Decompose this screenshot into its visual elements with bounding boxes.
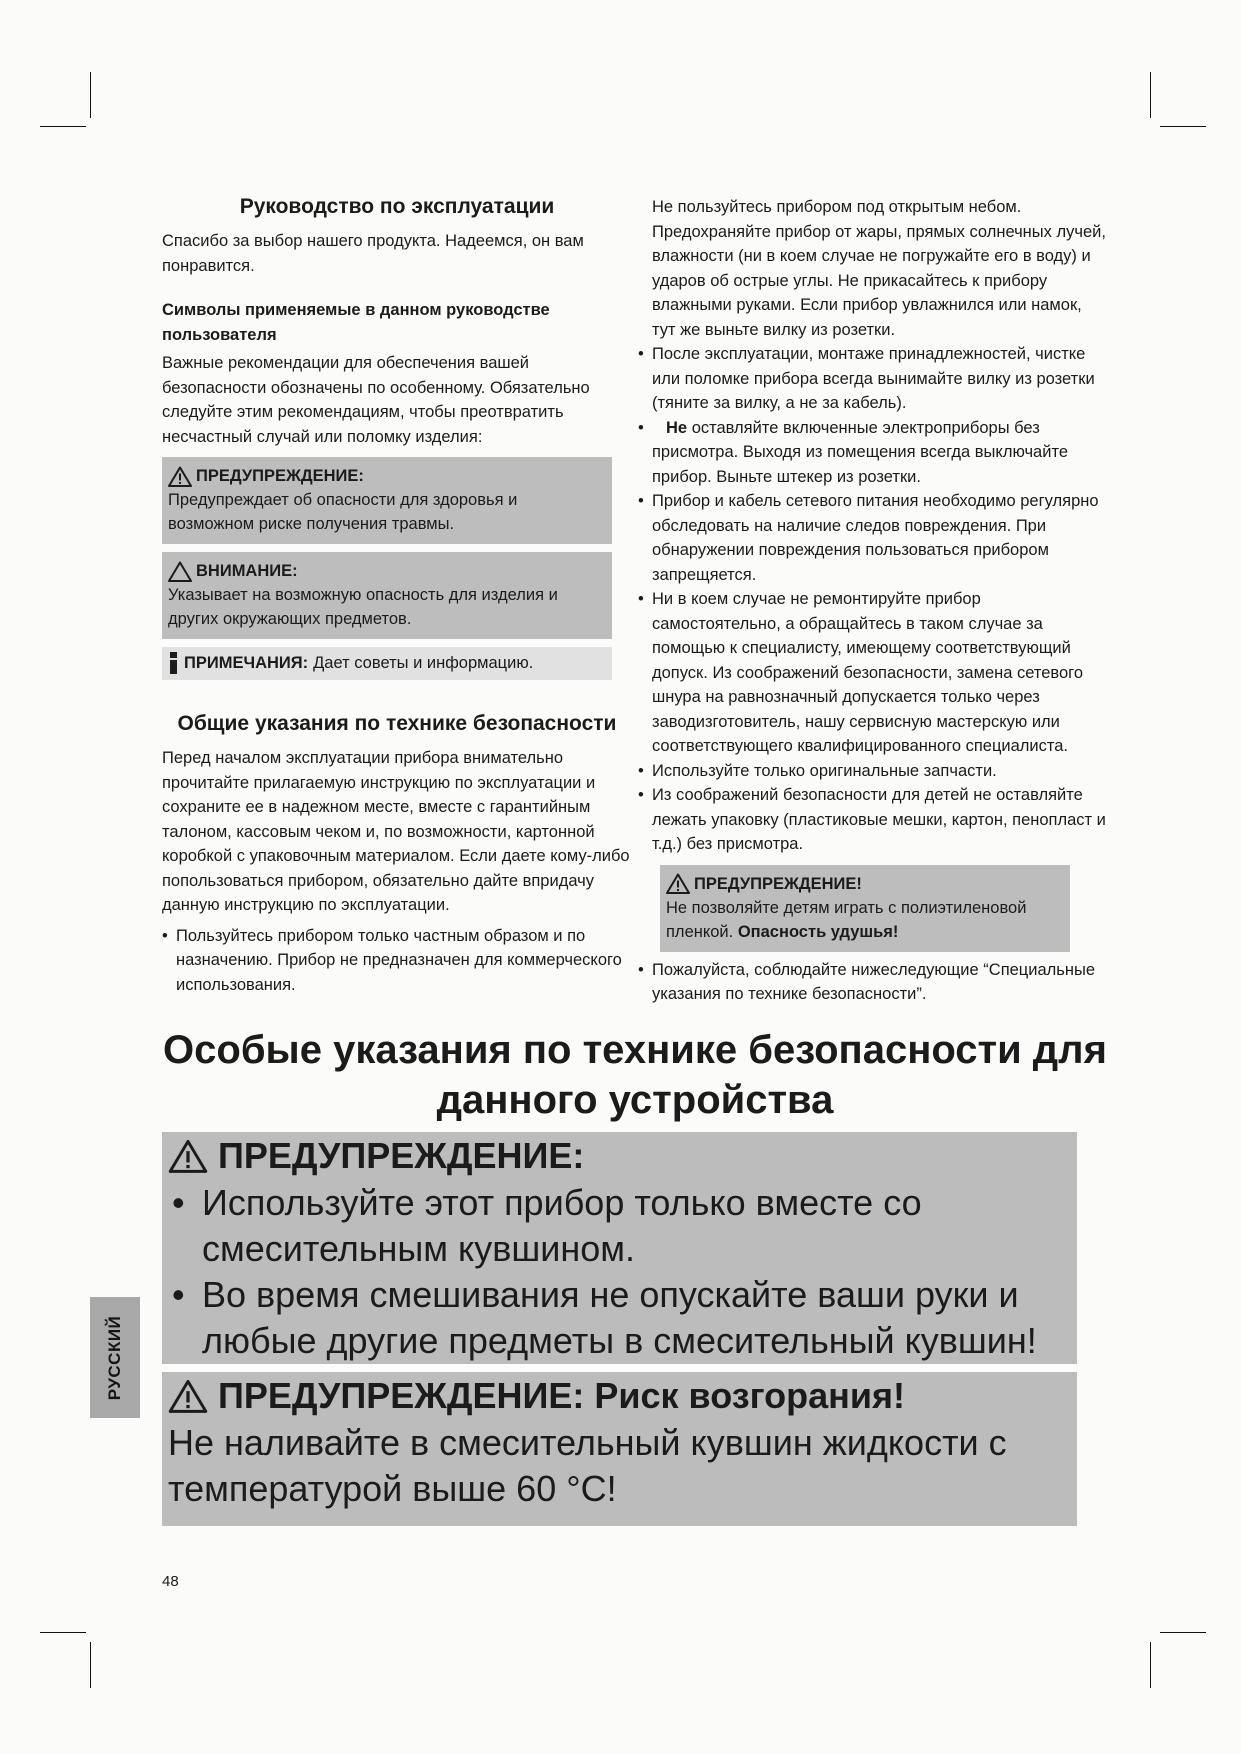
caution-legend-text: Указывает на возможную опасность для изделия и других окружающих предметов. (168, 586, 558, 628)
symbols-text: Важные рекомендации для обеспечения вашей безопасности обозначены по особенному. Обязательно следуйте этим рекомендациям, чтобы преотвратить несчастный случай или поломку изделия: (162, 354, 590, 446)
list-item: • Прибор и кабель сетевого питания необходимо регулярно обследовать на наличие следов повреждения. При обнаружении повреждения пользоваться прибором запрещяется. (638, 492, 1099, 584)
right-column (638, 195, 1108, 1007)
crop-mark-bottom-left-h (40, 1632, 86, 1633)
general-safety-list-end (638, 958, 1108, 1007)
bullet-1-continuation: Не пользуйтесь прибором под открытым небом. Предохраняйте прибор от жары, прямых солнечных лучей, влажности (ни в коем случае не погружайте его в воду) и ударов об острые углы. Не прикасайтесь к прибору влажными руками. Если прибор увлажнился или намок, тут же выньте вилку из розетки. (652, 198, 1106, 339)
general-safety-intro: Перед началом эксплуатации прибора внимательно прочитайте прилагаемую инструкцию по эксплуатации и сохраните ее в надежном месте, вместе с гарантийным талоном, кассовым чеком и, по возможности, картонной коробкой с упаковочным материалом. Если даете кому-либо попользоваться прибором, обязательно дайте впридачу данную инструкцию по эксплуатации. (162, 749, 630, 914)
note-legend-text: Дает советы и информацию. (313, 654, 534, 672)
manual-title: Руководство по эксплуатации (239, 195, 555, 218)
caution-legend-box (162, 552, 612, 639)
list-item: • Используйте этот прибор только вместе со смесительным кувшином. (172, 1182, 922, 1269)
crop-mark-bottom-left-v (90, 1642, 91, 1688)
list-item: • Из соображений безопасности для детей не оставляйте лежать упаковку (пластиковые мешки, картон, пенопласт и т.д.) без присмотра. (638, 786, 1106, 853)
language-tab (90, 1297, 140, 1418)
warning-triangle-icon (666, 873, 690, 894)
left-column (162, 195, 632, 997)
special-warning-box-2 (162, 1372, 1077, 1526)
crop-mark-top-left-v (90, 72, 91, 118)
warning-legend-head (168, 464, 606, 488)
language-tab-label: РУССКИЙ (105, 1315, 124, 1400)
warning-legend-box (162, 457, 612, 544)
special-warning-2-title: ПРЕДУПРЕЖДЕНИЕ: (218, 1375, 585, 1416)
special-warning-1-list (162, 1180, 1077, 1364)
crop-mark-top-left-h (40, 126, 86, 127)
crop-mark-bottom-right-h (1160, 1632, 1206, 1633)
list-item: • Используйте только оригинальные запчасти. (638, 761, 997, 780)
general-safety-list-right (638, 342, 1108, 857)
note-legend-title: ПРИМЕЧАНИЯ: (184, 654, 309, 672)
warning-legend-title: ПРЕДУПРЕЖДЕНИЕ: (196, 467, 364, 485)
child-warning-text: Не позволяйте детям играть с полиэтиленовой пленкой. Опасность удушья! (666, 898, 1027, 941)
special-warning-1-title: ПРЕДУПРЕЖДЕНИЕ: (218, 1135, 585, 1176)
manual-intro: Спасибо за выбор нашего продукта. Надеемся, он вам понравится. (162, 232, 584, 275)
general-safety-list-left (162, 924, 632, 998)
general-safety-title: Общие указания по технике безопасности (177, 712, 617, 735)
list-item: • После эксплуатации, монтаже принадлежностей, чистке или поломке прибора всегда вынимайте вилку из розетки (тяните за вилку, а не за кабель). (638, 345, 1095, 412)
note-legend-head (168, 651, 606, 675)
list-item: • Не оставляйте включенные электроприборы без присмотра. Выходя из помещения всегда выключайте прибор. Выньте штекер из розетки. (638, 418, 1068, 486)
warning-triangle-icon (168, 1379, 208, 1413)
special-safety-title: Особые указания по технике безопасности для данного устройства (163, 1028, 1107, 1122)
special-warning-2-text: Не наливайте в смесительный кувшин жидкости с температурой выше 60 °C! (168, 1422, 1007, 1509)
caution-legend-head (168, 559, 606, 583)
caution-triangle-icon (168, 561, 192, 582)
page-number: 48 (162, 1573, 179, 1590)
special-warning-box-1 (162, 1132, 1077, 1364)
list-item: • Во время смешивания не опускайте ваши руки и любые другие предметы в смесительный кувшин! (172, 1274, 1037, 1361)
warning-triangle-icon (168, 1139, 208, 1173)
note-legend-box (162, 647, 612, 680)
child-warning-head (666, 872, 1064, 896)
special-warning-1-head (162, 1132, 1077, 1180)
list-item: • Ни в коем случае не ремонтируйте прибор самостоятельно, а обращайтесь в таком случае за помощью к специалисту, имеющему соответствующий допуск. Из соображений безопасности, замена сетевого шнура на равнозначный допускается только через заводизготовитель, нашу сервисную мастерскую или соответствующего квалифицированного специалиста. (638, 590, 1084, 755)
crop-mark-top-right-h (1160, 126, 1206, 127)
special-warning-2-head (162, 1372, 1077, 1420)
list-item: • Пользуйтесь прибором только частным образом и по назначению. Прибор не предназначен для коммерческого использования. (162, 926, 622, 994)
symbols-title: Символы применяемые в данном руководстве пользователя (162, 301, 550, 344)
list-item: • Пожалуйста, соблюдайте нижеследующие “Специальные указания по технике безопасности”. (638, 960, 1096, 1003)
special-warning-2-subtitle: Риск возгорания! (594, 1375, 905, 1416)
warning-legend-text: Предупреждает об опасности для здоровья и возможном риске получения травмы. (168, 491, 518, 533)
warning-triangle-icon (168, 466, 192, 487)
crop-mark-bottom-right-v (1150, 1642, 1151, 1688)
crop-mark-top-right-v (1150, 72, 1151, 118)
info-icon (168, 652, 179, 674)
caution-legend-title: ВНИМАНИЕ: (196, 562, 298, 580)
child-warning-box (660, 865, 1070, 952)
child-warning-title: ПРЕДУПРЕЖДЕНИЕ! (694, 874, 862, 893)
